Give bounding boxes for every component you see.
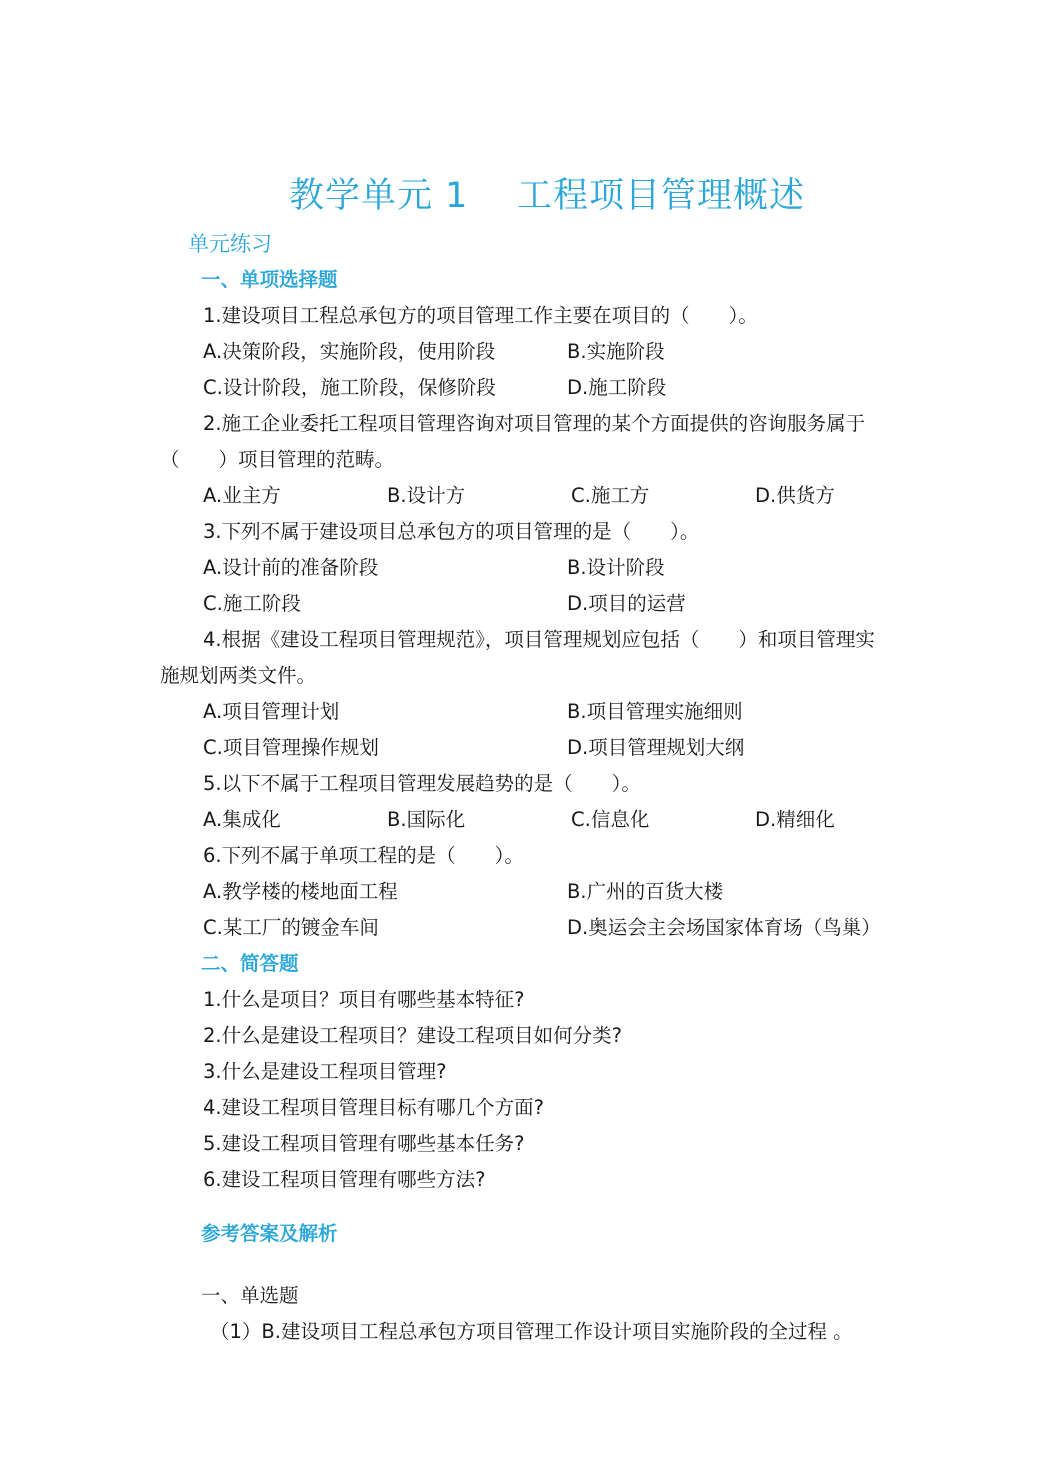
- question-4-stem-line-1: 4.根据《建设工程项目管理规范》，项目管理规划应包括（ ）和项目管理实: [203, 628, 875, 651]
- spacer: [160, 1252, 940, 1278]
- question-4-options-row-2: [160, 730, 940, 766]
- question-5-stem: 5.以下不属于工程项目管理发展趋势的是（ ）。: [203, 772, 641, 795]
- answer-1: （1）B.建设项目工程总承包方项目管理工作设计项目实施阶段的全过程 。: [210, 1320, 853, 1343]
- short-answer-item: 5.建设工程项目管理有哪些基本任务?: [203, 1132, 525, 1155]
- question-2-options-row: [160, 478, 940, 514]
- question-3-options-row-2: [160, 586, 940, 622]
- question-6-option-b: B.广州的百货大楼: [567, 880, 724, 903]
- question-2-option-d: D.供货方: [755, 484, 835, 507]
- question-4-option-a: A.项目管理计划: [203, 700, 340, 723]
- question-1-option-c: C.设计阶段，施工阶段，保修阶段: [203, 376, 496, 399]
- answers-heading: 参考答案及解析: [201, 1222, 338, 1245]
- short-answer-heading: 二、简答题: [201, 952, 299, 975]
- page-title: 教学单元 1 工程项目管理概述: [289, 176, 805, 216]
- short-answer-item: 3.什么是建设工程项目管理?: [203, 1060, 447, 1083]
- question-5-option-d: D.精细化: [755, 808, 835, 831]
- short-answer-item: 1.什么是项目？项目有哪些基本特征?: [203, 988, 525, 1011]
- question-1-option-d: D.施工阶段: [567, 376, 667, 399]
- question-6-option-a: A.教学楼的楼地面工程: [203, 880, 398, 903]
- question-1-option-b: B.实施阶段: [567, 340, 665, 363]
- question-2-stem-line-1: 2.施工企业委托工程项目管理咨询对项目管理的某个方面提供的咨询服务属于: [203, 412, 866, 435]
- question-3-option-a: A.设计前的准备阶段: [203, 556, 379, 579]
- question-6-option-d: D.奥运会主会场国家体育场（鸟巢）: [567, 916, 881, 939]
- question-2-option-b: B.设计方: [387, 484, 466, 507]
- question-3-option-c: C.施工阶段: [203, 592, 301, 615]
- question-2-option-a: A.业主方: [203, 484, 281, 507]
- question-5-options-row: [160, 802, 940, 838]
- question-6-options-row-1: [160, 874, 940, 910]
- question-5-option-c: C.信息化: [571, 808, 650, 831]
- question-3-stem: 3.下列不属于建设项目总承包方的项目管理的是（ ）。: [203, 520, 700, 543]
- question-6-option-c: C.某工厂的镀金车间: [203, 916, 379, 939]
- spacer: [160, 1198, 940, 1216]
- question-1-options-row-1: [160, 334, 940, 370]
- question-1-option-a: A.决策阶段，实施阶段，使用阶段: [203, 340, 496, 363]
- question-4-stem-line-2: 施规划两类文件。: [160, 664, 317, 687]
- exercise-content: [160, 262, 940, 1350]
- question-3-options-row-1: [160, 550, 940, 586]
- short-answer-item: 6.建设工程项目管理有哪些方法?: [203, 1168, 486, 1191]
- question-4-option-d: D.项目管理规划大纲: [567, 736, 745, 759]
- question-6-options-row-2: [160, 910, 940, 946]
- question-2-option-c: C.施工方: [571, 484, 650, 507]
- question-3-option-d: D.项目的运营: [567, 592, 686, 615]
- question-5-option-b: B.国际化: [387, 808, 466, 831]
- question-5-option-a: A.集成化: [203, 808, 281, 831]
- question-4-option-c: C.项目管理操作规划: [203, 736, 379, 759]
- question-4-options-row-1: [160, 694, 940, 730]
- section-label: 单元练习: [188, 232, 272, 256]
- answers-sub-heading: 一、单选题: [201, 1284, 299, 1307]
- short-answer-item: 4.建设工程项目管理目标有哪几个方面?: [203, 1096, 544, 1119]
- question-1-stem: 1.建设项目工程总承包方的项目管理工作主要在项目的（ ）。: [203, 304, 758, 327]
- question-4-option-b: B.项目管理实施细则: [567, 700, 743, 723]
- short-answer-item: 2.什么是建设工程项目？建设工程项目如何分类?: [203, 1024, 622, 1047]
- question-1-options-row-2: [160, 370, 940, 406]
- single-choice-heading: 一、单项选择题: [201, 268, 338, 291]
- question-6-stem: 6.下列不属于单项工程的是（ ）。: [203, 844, 524, 867]
- question-3-option-b: B.设计阶段: [567, 556, 665, 579]
- question-2-stem-line-2: （ ）项目管理的范畴。: [160, 448, 395, 471]
